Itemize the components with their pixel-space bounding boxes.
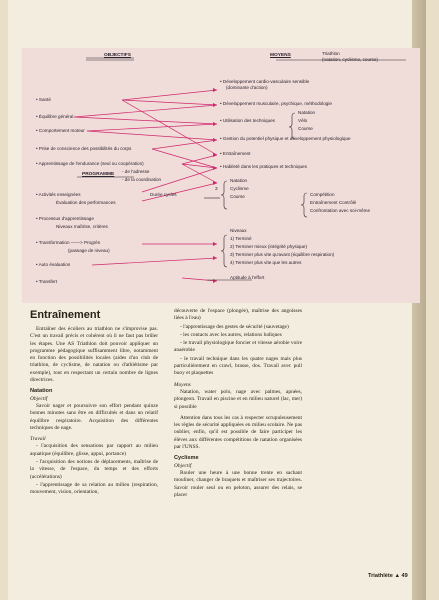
niveau-item: 2) Terminer mieux (intégrité physique) [230,244,308,249]
diagram-panel [22,48,420,303]
natation-heading: Natation [30,388,53,395]
competition-label: Confrontation avec soi-même [310,208,371,213]
arrow [74,117,217,124]
niveau-item: 1) Terminé [230,236,252,241]
objectif-item: • Équilibre général [36,114,74,119]
discipline-label: Natation [230,178,248,183]
arrow [122,100,217,105]
niveau-item: 3) Terminer plus vite qu'avant (équilibre respiration) [230,252,335,257]
programme-item: • Processus d'apprentissage [36,216,94,221]
moyen-item: • Développement cardio-vasculaire sensible [220,79,310,84]
objectif-item: • Apprentissage de l'endurance (seul ou coopération) [36,161,144,166]
cyclisme-heading: Cyclisme [174,455,199,462]
arrow [122,90,217,100]
travail-item: - l'apprentissage de sa relation au milieu (respiration, mouvement, vision, orientation, [30,481,158,496]
niveaux-title: Niveaux [230,228,247,233]
programme-item: • Auto évaluation [36,262,71,267]
page-number: ▲ 49 [394,573,408,579]
col2-item: - les contacts avec les autres, relations ludiques [180,331,282,338]
programme-subitem: Niveaux maîtrise, critères [56,224,108,229]
moyen-item: • Gestion du potentiel physique et développement physiologique [220,136,351,141]
programme-item: Durée cycles [150,192,177,197]
competition-label: Compétition [310,192,335,197]
col2-item: découverte de l'espace (plongée), maîtrise des angoisses liées à l'eau) [174,308,302,322]
discipline-label: Cyclisme [230,186,249,191]
travail-item: - l'acquisition des sensations par rapport au milieu aquatique (équilibre, glisse, appui, portance) [30,443,158,457]
programme-subitem: Évaluation des performances [56,200,116,205]
competition-label: Entraînement Contrôlé [310,200,357,205]
arrow [87,131,217,140]
objectif-subitem: - de la coordination [122,177,162,182]
moyens-text: Natation, water polo, nage avec palmes, apnées, plongeon. Travail en piscine et en milieu naturel (lac, mer) si possible [174,388,302,410]
article-column-1 [30,326,158,498]
page-footer [368,573,408,579]
moyens-header: MOYENS [270,53,291,58]
article-title: Entraînement [30,309,101,321]
moyen-subitem: (dominante d'action) [226,85,268,90]
natation-objectif-text: Savoir nager et poursuivre son effort pendant quinze bonnes minutes sans être en difficultés et dans un relatif équilibre respiratoire. Acquisition des différentes techniques de nage. [30,402,158,431]
objectif-item: • Comportement moteur [36,128,85,133]
discipline-label: Course [230,194,245,199]
arrow [182,164,217,168]
magazine-name: Triathlète [368,573,393,579]
programme-item: • Transformation ——> Progrès [36,240,101,245]
programme-subitem: (passage de niveau) [68,248,110,253]
travail-item: - l'acquisition des notions de déplacements, maîtrise de la vitesse, de l'espace, du temps et des efforts (accélérations) [30,459,158,480]
attention-text: Attention dans tous les cas à respecter scrupuleusement les règles de sécurité appliquées en milieu scolaire. Ne pas oublier, enfin, qu'il est possible de faire participer les élèves aux différentes compétitions de natation organisées par l'UNSS. [174,414,302,451]
cyclisme-text: Rouler une heure à une bonne trente en sachant mouliner, changer de braquets et maîtriser ses trajectoires. Savoir rouler seul ou en peloton, assurer des relais, se placer [174,469,302,498]
article-column-2 [174,308,302,500]
objectif-label: Objectif [30,395,48,402]
objectif-subitem: - de l'adresse [122,169,150,174]
moyen-item: • Développement musculaire, psychique, méthodologie [220,101,332,106]
triathlon-sublabel: (natation, cyclisme, course) [322,57,378,62]
magazine-page [8,0,426,600]
arrow [87,124,217,131]
aptitude-label: Aptitude à l'effort [230,275,265,280]
cyclisme-objectif-label: Objectif [174,462,192,469]
objectifs-header: OBJECTIFS [104,53,131,58]
col2-item: - le travail physiologique foncier et vitesse aérobie voire anaérobie [174,340,302,354]
programme-item: • Activités enseignées [36,192,81,197]
programme-header: PROGRAMME [82,172,115,177]
triathlon-label: Triathlon [322,51,340,56]
moyen-item: • Habileté dans les pratiques et techniques [220,164,307,169]
moyen-subitem: Vélo [298,118,308,123]
travail-label: Travail [30,436,46,443]
programme-item: • Transfert [36,279,58,284]
col2-item: - l'apprentissage des gestes de sécurité (sauvetage) [180,323,289,330]
arrow [152,140,217,149]
niveau-item: 4) Terminer plus vite que les autres [230,260,302,265]
arrow [182,278,217,281]
arrow [92,258,217,265]
objectif-item: • Santé [36,97,51,102]
arrow [74,105,217,117]
intro-paragraph: Entraîner des écoliers au triathlon ne s'improvise pas. C'est un travail précis et cohérent où il ne faut pas brûler les étapes. Une AS Triathlon doit pouvoir appliquer un programme pédagogique suffisamment libre, notamment en fonction des possibilités locales (aides d'un club de triathlon, de cyclisme, de natation ou d'athlétisme par exemple), tout en respectant un certain nombre de lignes directrices. [30,326,158,384]
objectif-item: • Prise de conscience des possibilités du corps [36,146,132,151]
moyens-label: Moyens [174,381,191,388]
moyen-item: • Utilisation des techniques [220,118,275,123]
col2-item: - le travail technique dans les quatre nages mais plus particulièrement en crawl, brasse, dos. Travail avec pull buoy et plaquettes [174,355,302,377]
moyen-subitem: Course [298,126,313,131]
moyen-item: • Entraînement [220,151,251,156]
moyen-subitem: Natation [298,110,316,115]
discipline-count: 3 [215,186,218,191]
